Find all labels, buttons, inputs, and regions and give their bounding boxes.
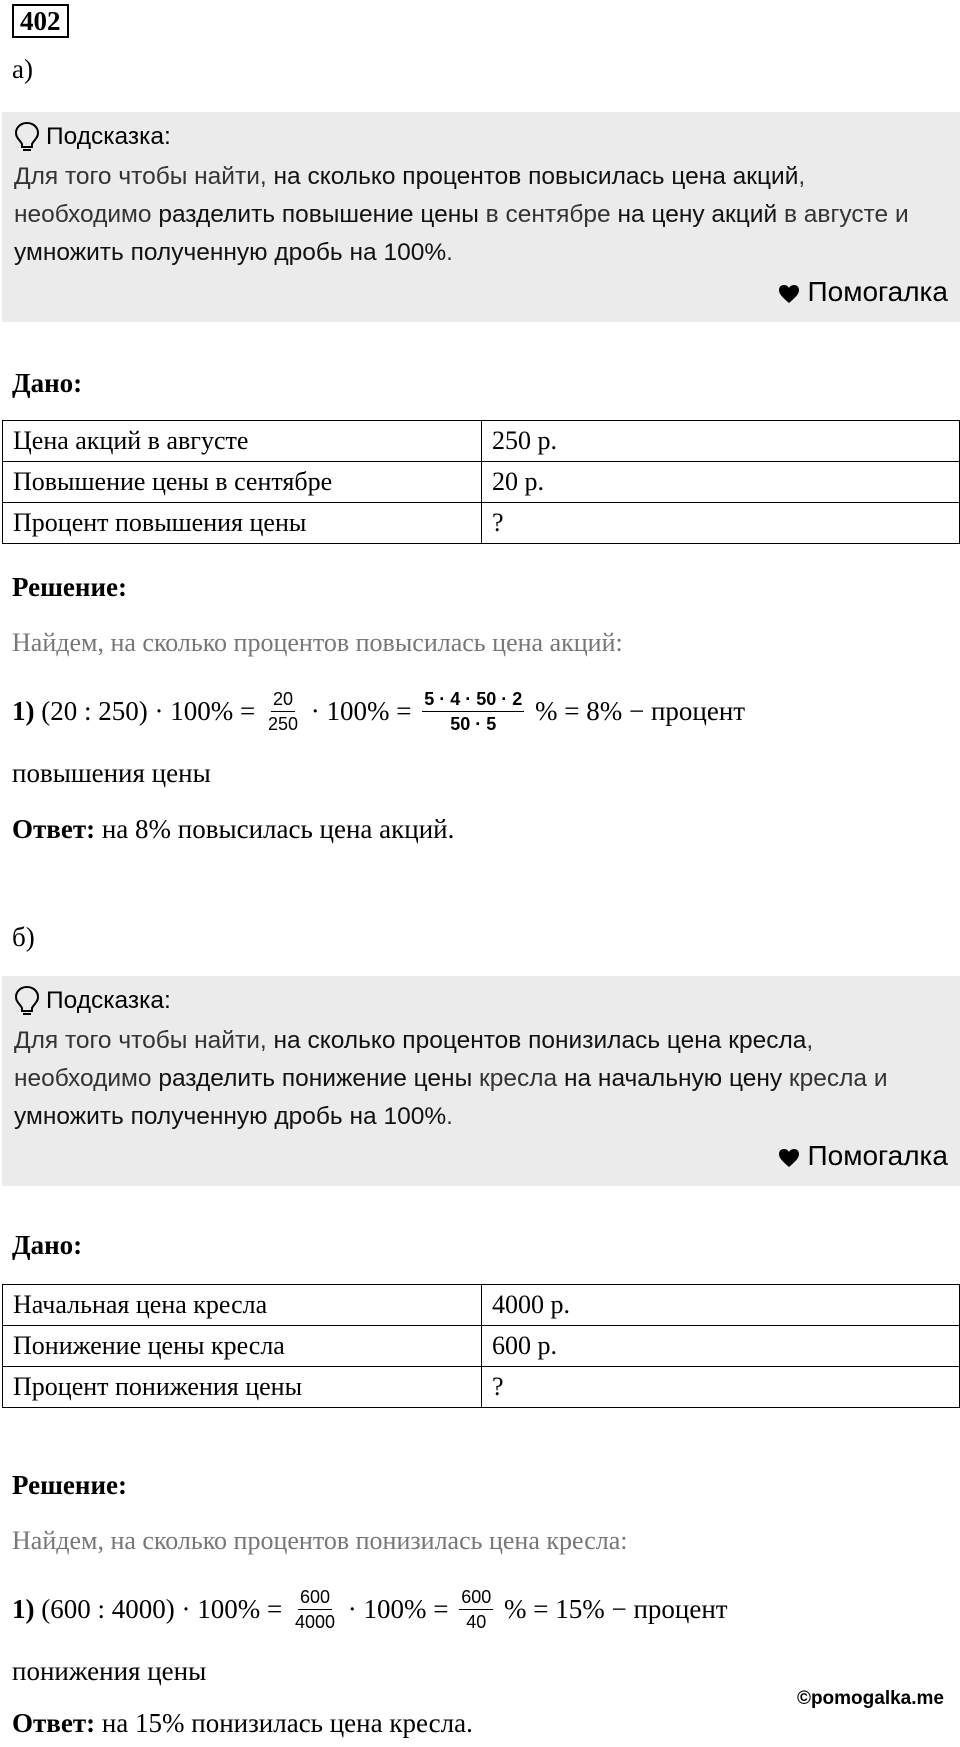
formula-part: · 100% = [304,695,419,726]
answer-b: Ответ: на 15% понизилась цена кресла. [12,1708,473,1738]
given-name: Повышение цены в сентябре [3,462,482,503]
table-row [3,421,960,462]
hint-title: Подсказка: [46,123,171,150]
step-number: 1) [12,695,35,726]
formula-part: % = 15% − процент [497,1593,728,1624]
given-value: ? [482,1367,960,1408]
given-label-a: Дано: [12,368,83,398]
hint-title: Подсказка: [46,987,171,1014]
hint-text: Для того чтобы найти, на сколько процентов понизилась цена кресла, необходимо разделить понижение цены кресла на начальную цену кресла и умножить полученную дробь на 100%. [14,1027,888,1130]
table-row [3,503,960,544]
solution-intro-a: Найдем, на сколько процентов повысилась цена акций: [12,628,623,657]
table-row [3,1326,960,1367]
hint-brand: Помогалка [14,1136,948,1176]
table-row [3,462,960,503]
solution-label-a: Решение: [12,572,127,602]
given-name: Начальная цена кресла [3,1285,482,1326]
hint-box-a [2,112,960,322]
formula-part: · 100% = [341,1593,456,1624]
given-name: Процент повышения цены [3,503,482,544]
given-value: ? [482,503,960,544]
answer-a: Ответ: на 8% повысилась цена акций. [12,814,455,844]
given-name: Процент понижения цены [3,1367,482,1408]
task-number: 402 [12,4,69,38]
given-value: 20 р. [482,462,960,503]
table-row [3,1367,960,1408]
hint-header [14,112,948,158]
fraction: $\frac{20}{250}$ [267,688,298,734]
heart-icon [778,284,800,304]
formula-part: (600 : 4000) · 100% = [34,1593,289,1624]
part-label-b: б) [12,922,35,952]
given-value: 600 р. [482,1326,960,1367]
given-name: Цена акций в августе [3,421,482,462]
solution-intro-b: Найдем, на сколько процентов понизилась цена кресла: [12,1526,628,1555]
given-value: 4000 р. [482,1285,960,1326]
solution-label-b: Решение: [12,1470,127,1500]
lightbulb-icon [14,985,40,1017]
copyright: ©pomogalka.me [796,1688,944,1709]
hint-text: Для того чтобы найти, на сколько процентов повысилась цена акций, необходимо разделить повышение цены в сентябре на цену акций в августе и умножить полученную дробь на 100%. [14,163,909,266]
heart-icon [778,1148,800,1168]
part-label-a: а) [12,54,33,84]
solution-step-cont-b: понижения цены [12,1656,207,1686]
fraction: $\frac{5 \cdot 4 \cdot 50 \cdot 2}{50 \cdot 5}$ [424,688,523,734]
given-name: Понижение цены кресла [3,1326,482,1367]
table-row [3,1285,960,1326]
fraction: $\frac{600}{4000}$ [294,1586,335,1632]
given-table-b [2,1284,960,1408]
lightbulb-icon [14,121,40,153]
given-label-b: Дано: [12,1230,83,1260]
solution-step-a [12,680,745,742]
given-value: 250 р. [482,421,960,462]
solution-step-b [12,1578,728,1640]
hint-box-b [2,976,960,1186]
fraction: $\frac{600}{40}$ [461,1586,492,1632]
hint-header [14,976,948,1022]
formula-part: (20 : 250) · 100% = [34,695,262,726]
given-table-a [2,420,960,544]
solution-step-cont-a: повышения цены [12,758,211,788]
step-number: 1) [12,1593,35,1624]
hint-brand: Помогалка [14,272,948,312]
formula-part: % = 8% − процент [528,695,746,726]
